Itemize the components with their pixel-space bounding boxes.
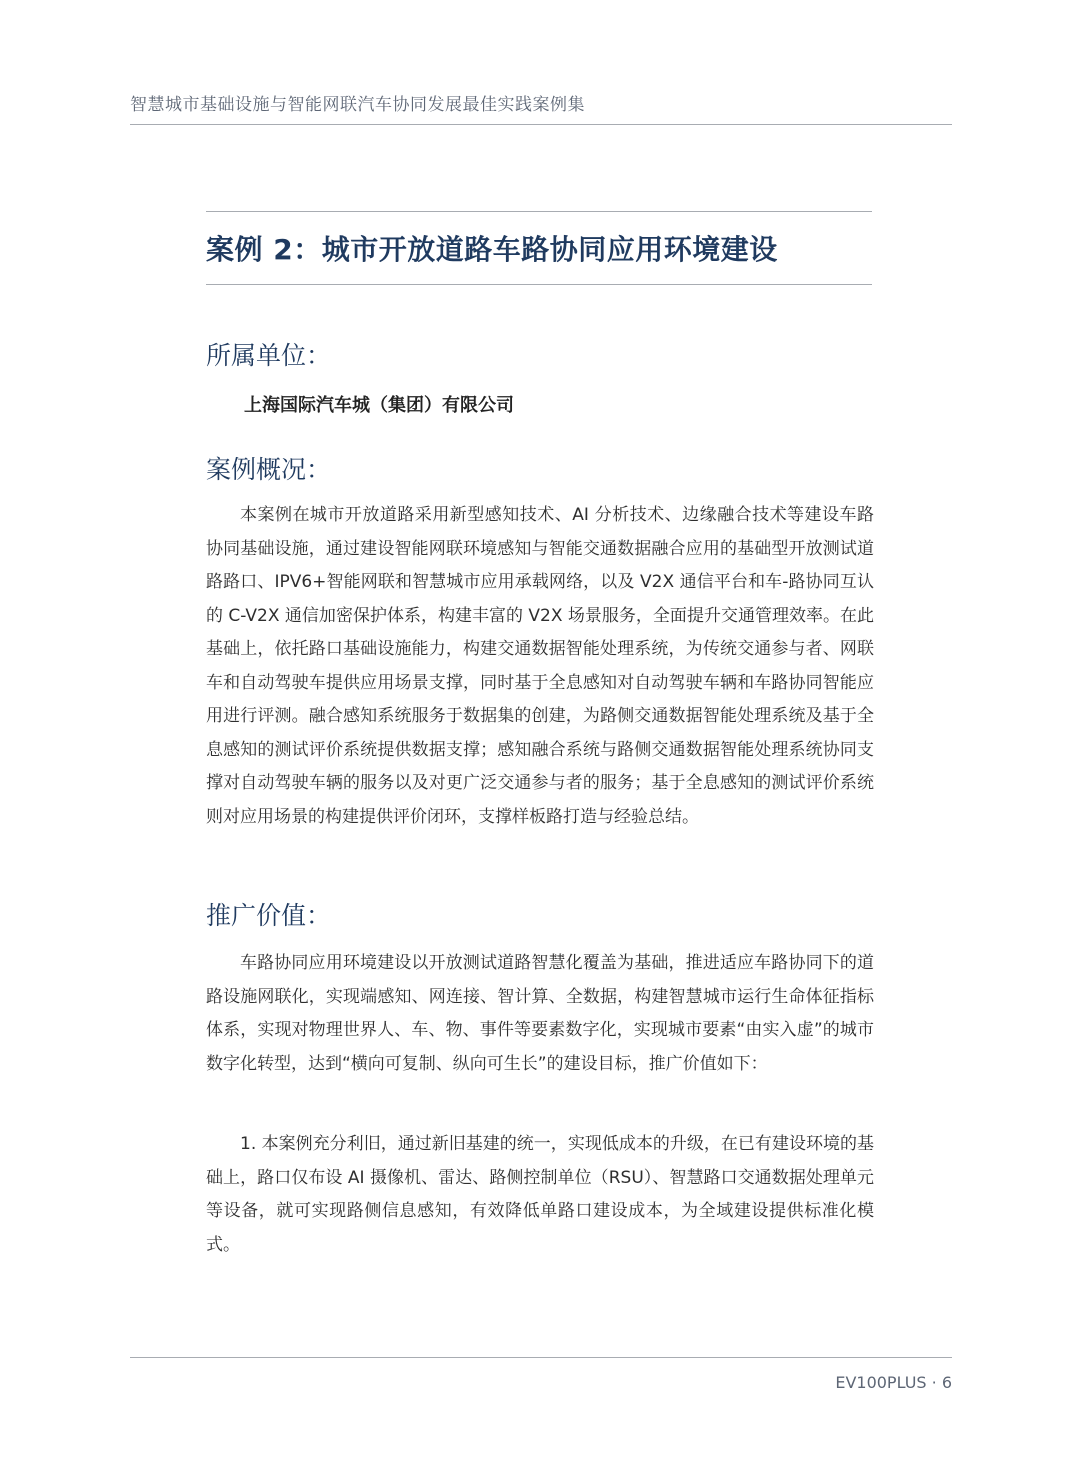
title-top-divider [206, 211, 872, 212]
overview-heading: 案例概况： [206, 455, 332, 484]
title-bottom-divider [206, 284, 872, 285]
value-heading: 推广价值： [206, 901, 332, 930]
running-header: 智慧城市基础设施与智能网联汽车协同发展最佳实践案例集 [130, 95, 585, 115]
value-paragraph: 车路协同应用环境建设以开放测试道路智慧化覆盖为基础，推进适应车路协同下的道路设施网联化，实现端感知、网连接、智计算、全数据，构建智慧城市运行生命体征指标体系，实现对物理世界人、车、物、事件等要素数字化，实现城市要素“由实入虚”的城市数字化转型，达到“横向可复制、纵向可生长”的建设目标，推广价值如下： [206, 953, 874, 1074]
page-footer: EV100PLUS · 6 [835, 1373, 952, 1392]
footer-divider [130, 1357, 952, 1358]
overview-paragraph: 本案例在城市开放道路采用新型感知技术、AI 分析技术、边缘融合技术等建设车路协同基础设施，通过建设智能网联环境感知与智能交通数据融合应用的基础型开放测试道路路口、IPV6+智能网联和智慧城市应用承载网络，以及 V2X 通信平台和车-路协同互认的 C-V2X 通信加密保护体系，构建丰富的 V2X 场景服务，全面提升交通管理效率。在此基础上，依托路口基础设施能力，构建交通数据智能处理系统，为传统交通参与者、网联车和自动驾驶车提供应用场景支撑，同时基于全息感知对自动驾驶车辆和车路协同智能应用进行评测。融合感知系统服务于数据集的创建，为路侧交通数据智能处理系统及基于全息感知的测试评价系统提供数据支撑；感知融合系统与路侧交通数据智能处理系统协同支撑对自动驾驶车辆的服务以及对更广泛交通参与者的服务；基于全息感知的测试评价系统则对应用场景的构建提供评价闭环，支撑样板路打造与经验总结。 [206, 505, 874, 827]
value-item-1: 1. 本案例充分利旧，通过新旧基建的统一，实现低成本的升级，在已有建设环境的基础上，路口仅布设 AI 摄像机、雷达、路侧控制单位（RSU）、智慧路口交通数据处理单元等设备，就可实现路侧信息感知，有效降低单路口建设成本，为全域建设提供标准化模式。 [206, 1134, 874, 1255]
header-divider [130, 124, 952, 125]
case-title: 案例 2：城市开放道路车路协同应用环境建设 [206, 233, 778, 266]
organization-heading: 所属单位： [206, 341, 332, 370]
organization-name: 上海国际汽车城（集团）有限公司 [244, 395, 514, 416]
